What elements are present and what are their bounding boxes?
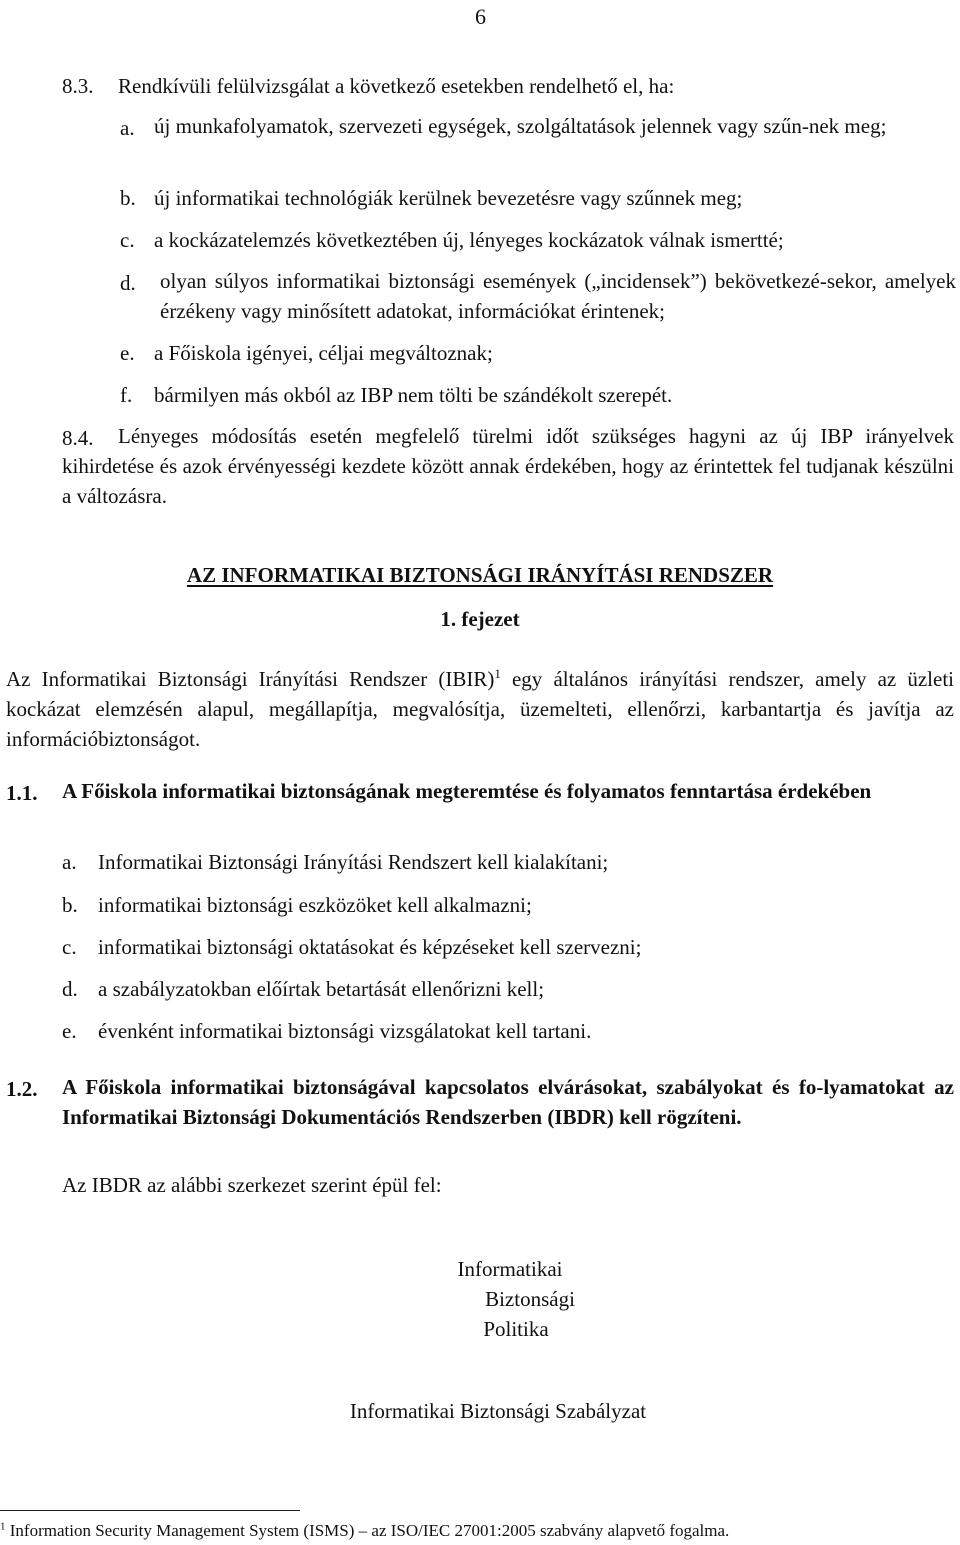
list-item: a Főiskola igényei, céljai megváltoznak;: [154, 341, 493, 365]
intro-paragraph: [6, 664, 954, 754]
intro-text-cont: egy általános irányítási rendszer, amely az üzleti kockázat elemzésén alapul, megállapítja, megvalósítja, üzemelteti, ellenőrzi, karbantartja és javítja az információbiztonságot.: [6, 667, 955, 751]
structure-level1-line2: Biztonsági: [485, 1287, 575, 1311]
list-item: évenként informatikai biztonsági vizsgálatokat kell tartani.: [98, 1019, 592, 1043]
list-item: informatikai biztonsági eszközöket kell alkalmazni;: [98, 893, 532, 917]
list-letter: a.: [62, 850, 77, 874]
footnote-number: 1: [0, 1520, 6, 1533]
main-title: [0, 565, 960, 586]
section-heading: A Főiskola informatikai biztonságával kapcsolatos elvárásokat, szabályokat és fo-lyamatokat az Informatikai Biztonsági Dokumentációs Rendszerben (IBDR) kell rögzíteni.: [62, 1075, 954, 1129]
list-letter: d.: [62, 977, 78, 1001]
footnote-ref: 1: [494, 666, 501, 681]
list-item: új munkafolyamatok, szervezeti egységek, szolgáltatások jelennek vagy szűn-nek meg;: [154, 114, 887, 138]
list-letter: c.: [62, 935, 77, 959]
footnote: [0, 1521, 729, 1541]
footnote-text: Information Security Management System (ISMS) – az ISO/IEC 27001:2005 szabvány alapvető fogalma.: [9, 1521, 730, 1540]
intro-text: Az Informatikai Biztonsági Irányítási Rendszer (IBIR): [6, 667, 495, 691]
main-title-text: AZ INFORMATIKAI BIZTONSÁGI IRÁNYÍTÁSI RENDSZER: [186, 563, 774, 587]
list-letter: d.: [120, 271, 136, 295]
structure-level1-line3: Politika: [483, 1317, 549, 1341]
list-item: informatikai biztonsági oktatásokat és képzéseket kell szervezni;: [98, 935, 642, 959]
section-text: Rendkívüli felülvizsgálat a következő esetekben rendelhető el, ha:: [118, 74, 675, 98]
section-text: Lényeges módosítás esetén megfelelő türelmi időt szükséges hagyni az új IBP irányelvek kihirdetése és azok érvényességi kezdete között annak érdekében, hogy az érintettek fel tudjanak készülni a változásra.: [62, 424, 954, 508]
list-item: új informatikai technológiák kerülnek bevezetésre vagy szűnnek meg;: [154, 186, 743, 210]
list-letter: a.: [120, 116, 135, 140]
section-number: 8.3.: [62, 74, 94, 98]
list-item: Informatikai Biztonsági Irányítási Rendszert kell kialakítani;: [98, 850, 609, 874]
footnote-divider: [0, 1510, 300, 1511]
list-letter: c.: [120, 228, 135, 252]
list-letter: e.: [62, 1019, 77, 1043]
section-body: Az IBDR az alábbi szerkezet szerint épül fel:: [62, 1173, 442, 1197]
section-number: 1.1.: [6, 781, 38, 805]
structure-level2: Informatikai Biztonsági Szabályzat: [349, 1399, 647, 1423]
list-item: bármilyen más okból az IBP nem tölti be szándékolt szerepét.: [154, 383, 673, 407]
list-letter: e.: [120, 341, 135, 365]
section-number: 1.2.: [6, 1077, 38, 1101]
page-number: 6: [475, 4, 486, 29]
list-letter: b.: [120, 186, 136, 210]
section-heading: A Főiskola informatikai biztonságának megteremtése és folyamatos fenntartása érdekében: [62, 779, 872, 803]
chapter-heading: 1. fejezet: [440, 607, 520, 631]
list-item: a szabályzatokban előírtak betartását ellenőrizni kell;: [98, 977, 545, 1001]
list-letter: f.: [120, 383, 133, 407]
list-letter: b.: [62, 893, 78, 917]
section-number: 8.4.: [62, 426, 94, 450]
structure-level1-line1: Informatikai: [457, 1257, 563, 1281]
list-item: olyan súlyos informatikai biztonsági események („incidensek”) bekövetkezé-sekor, amelyek érzékeny vagy minősített adatokat, információkat érintenek;: [160, 269, 956, 323]
list-item: a kockázatelemzés következtében új, lényeges kockázatok válnak ismertté;: [154, 228, 784, 252]
